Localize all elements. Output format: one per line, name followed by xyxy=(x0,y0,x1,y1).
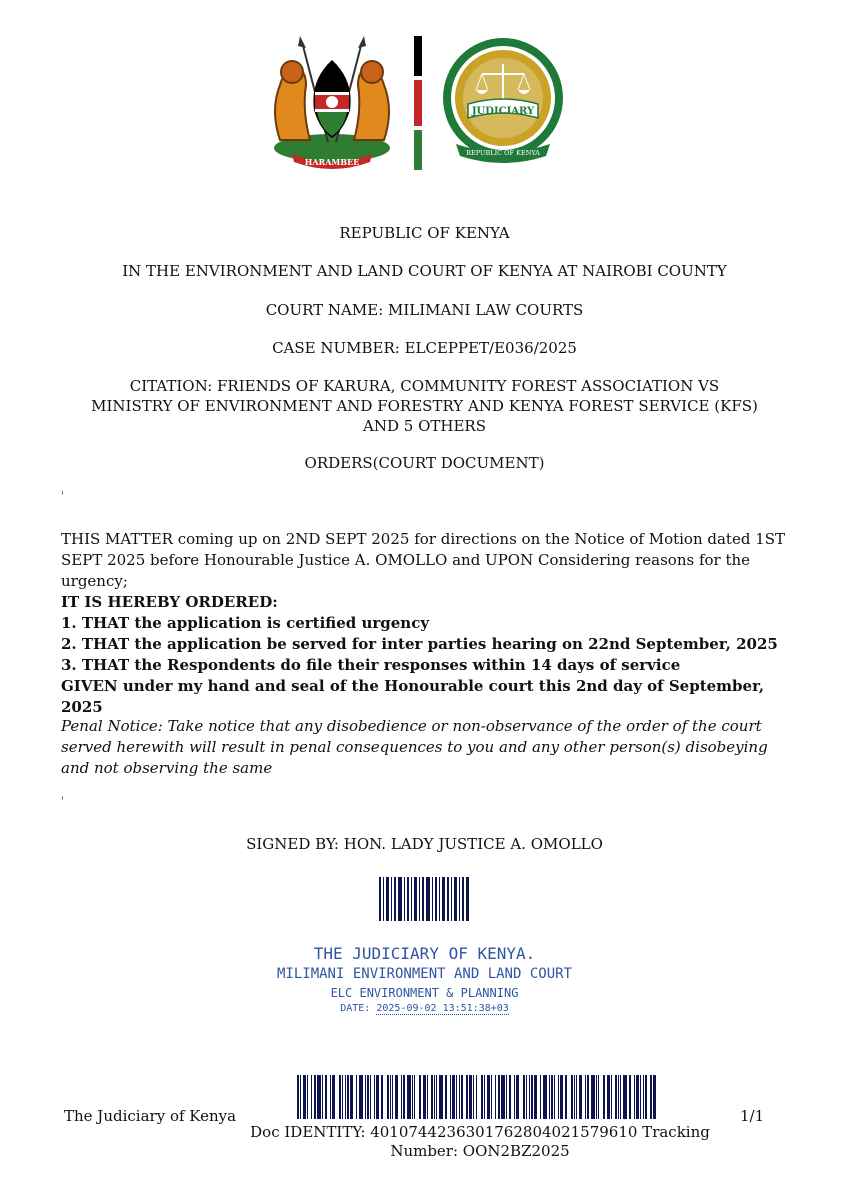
stamp-date-label: DATE: xyxy=(340,1003,371,1014)
order-item: 3. THAT the Respondents do file their responses within 14 days of service xyxy=(61,656,681,674)
signature-barcode-icon xyxy=(379,877,469,921)
separator-mark: ' xyxy=(61,796,64,807)
stamp-date-value: 2025-09-02 13:51:38+03 xyxy=(376,1003,509,1014)
seal-subtitle: REPUBLIC OF KENYA xyxy=(466,149,540,157)
doc-identity: Doc IDENTITY: 4010744236301762804021579610 Tracking Number: OON2BZ2025 xyxy=(250,1123,710,1160)
case-number: CASE NUMBER: ELCEPPET/E036/2025 xyxy=(272,339,577,357)
intro-paragraph: THIS MATTER coming up on 2ND SEPT 2025 for directions on the Notice of Motion dated 1ST SEPT 2025 before Honourable Justice A. OMOLLO and UPON Considering reasons for the urgency; xyxy=(61,530,786,590)
separator-mark: ' xyxy=(61,491,64,502)
given-statement: GIVEN under my hand and seal of the Honourable court this 2nd day of September, 2025 xyxy=(61,677,765,716)
stamp-line-1: THE JUDICIARY OF KENYA. xyxy=(313,944,536,963)
coat-motto: HARAMBEE xyxy=(304,157,360,167)
order-item: 1. THAT the application is certified urgency xyxy=(61,614,430,632)
seal-label: JUDICIARY xyxy=(471,106,535,117)
document-barcode-icon xyxy=(297,1075,659,1119)
stamp-date xyxy=(0,1003,849,1014)
court-name: COURT NAME: MILIMANI LAW COURTS xyxy=(265,301,584,319)
republic-heading: REPUBLIC OF KENYA xyxy=(339,224,510,242)
flag-stripe-icon xyxy=(414,36,422,170)
header-logos xyxy=(262,30,582,175)
court-heading: IN THE ENVIRONMENT AND LAND COURT OF KENYA AT NAIROBI COUNTY xyxy=(122,262,727,280)
document-type: ORDERS(COURT DOCUMENT) xyxy=(304,454,545,472)
judiciary-seal-icon xyxy=(440,34,570,170)
footer-issuer: The Judiciary of Kenya xyxy=(64,1107,237,1125)
stamp-line-3: ELC ENVIRONMENT & PLANNING xyxy=(330,986,519,1000)
order-item: 2. THAT the application be served for inter parties hearing on 22nd September, 2025 xyxy=(61,635,778,653)
page-number: 1/1 xyxy=(740,1107,765,1125)
citation: CITATION: FRIENDS OF KARURA, COMMUNITY FOREST ASSOCIATION VS MINISTRY OF ENVIRONMENT AND FORESTRY AND KENYA FOREST SERVICE (KFS) AND 5 OTHERS xyxy=(91,377,758,435)
stamp-line-2: MILIMANI ENVIRONMENT AND LAND COURT xyxy=(276,966,572,982)
ordered-heading: IT IS HEREBY ORDERED: xyxy=(61,593,278,611)
order-body xyxy=(61,529,796,718)
signed-by: SIGNED BY: HON. LADY JUSTICE A. OMOLLO xyxy=(246,835,603,853)
kenya-coat-of-arms-icon xyxy=(262,30,402,170)
penal-notice: Penal Notice: Take notice that any disobedience or non-observance of the order of the court served herewith will result in penal consequences to you and any other person(s) disobeying and not observing the same xyxy=(61,717,768,777)
